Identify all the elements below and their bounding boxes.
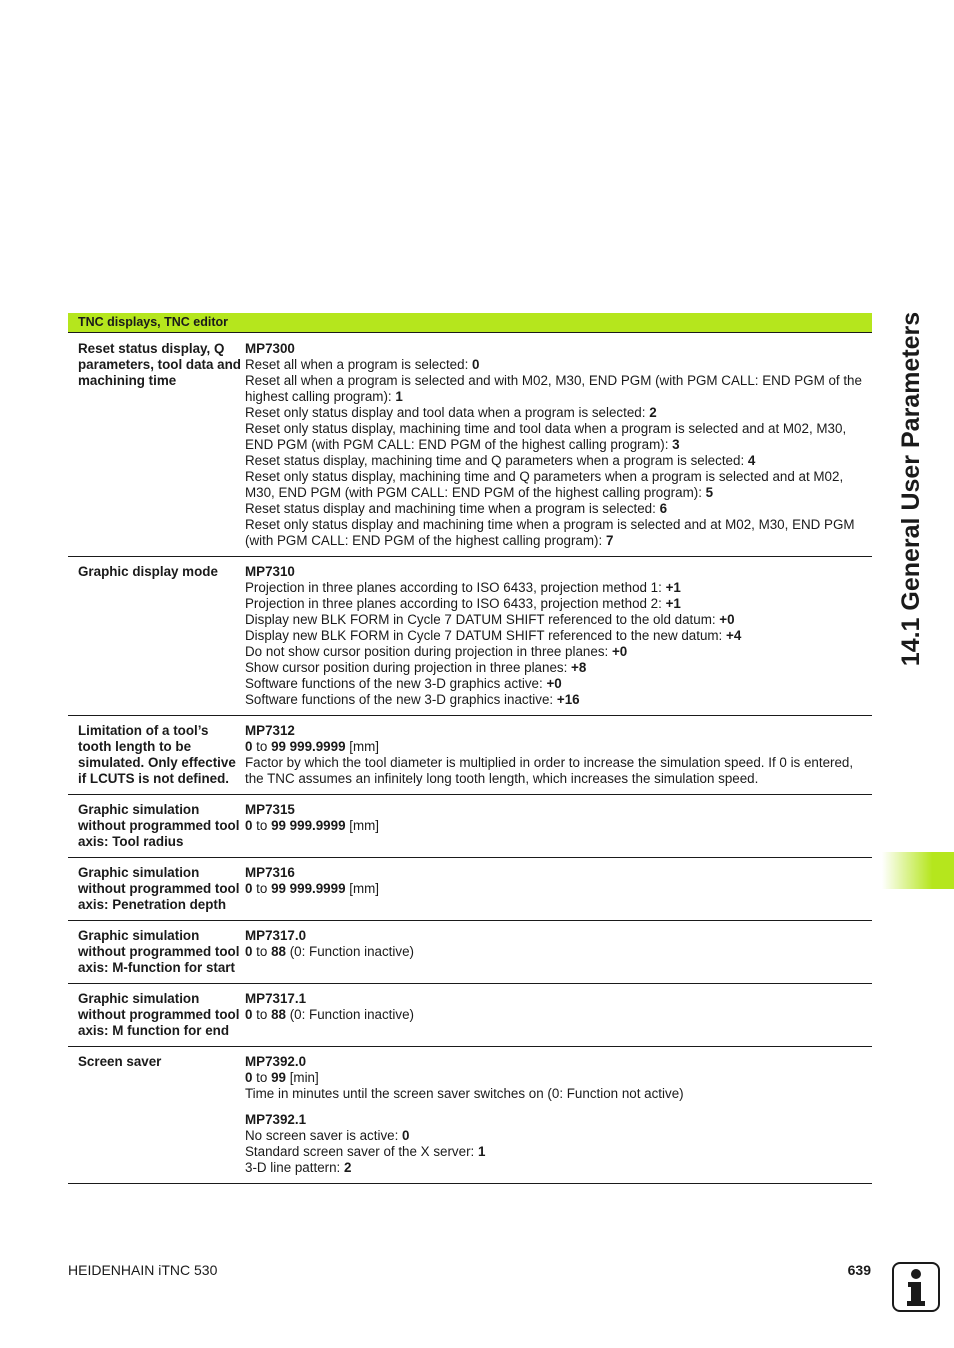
parameter-option xyxy=(245,580,864,596)
parameter-option xyxy=(245,1007,864,1023)
parameter-row xyxy=(68,858,872,921)
parameter-option xyxy=(245,692,864,708)
option-value: 5 xyxy=(705,485,714,500)
option-value: +4 xyxy=(726,628,742,643)
option-value: 0 xyxy=(402,1128,410,1143)
range-text: to xyxy=(252,1007,272,1022)
option-text: Display new BLK FORM in Cycle 7 DATUM SHIFT referenced to the new datum: xyxy=(245,628,726,643)
option-text: 3-D line pattern: xyxy=(245,1160,344,1175)
option-value: 6 xyxy=(659,501,668,516)
option-text: Factor by which the tool diameter is multiplied in order to increase the simulation speed. If 0 is entered, the TNC assumes an infinitely long tooth length, which increases the simulation speed. xyxy=(245,755,854,786)
parameter-option xyxy=(245,501,864,517)
option-value: +8 xyxy=(571,660,587,675)
option-value: 2 xyxy=(344,1160,352,1175)
parameter-option xyxy=(245,517,864,549)
range-text: [min] xyxy=(285,1070,319,1085)
footer-page-number: 639 xyxy=(847,1262,871,1278)
parameter-option xyxy=(245,881,864,897)
option-text: Projection in three planes according to ISO 6433, projection method 2: xyxy=(245,596,666,611)
parameter-option xyxy=(245,373,864,405)
option-text: Reset all when a program is selected and with M02, M30, END PGM (with PGM CALL: END PGM of the highest calling program): xyxy=(245,373,862,404)
block-gap xyxy=(245,1102,864,1112)
option-text: Projection in three planes according to ISO 6433, projection method 1: xyxy=(245,580,666,595)
option-text: Show cursor position during projection in three planes: xyxy=(245,660,572,675)
parameter-row xyxy=(68,921,872,984)
parameter-row xyxy=(68,716,872,795)
parameter-label: Graphic display mode xyxy=(78,564,218,579)
parameter-row xyxy=(68,1047,872,1184)
option-value: +1 xyxy=(665,596,681,611)
machine-parameter-id: MP7312 xyxy=(245,723,295,738)
option-text: Do not show cursor position during projection in three planes: xyxy=(245,644,612,659)
machine-parameter-id: MP7300 xyxy=(245,341,295,356)
option-value: 2 xyxy=(649,405,657,420)
option-text: Reset status display, machining time and Q parameters when a program is selected: xyxy=(245,453,748,468)
parameter-row xyxy=(68,557,872,716)
option-value: 3 xyxy=(672,437,680,452)
parameter-label: Limitation of a tool’s tooth length to be simulated. Only effective if LCUTS is not defined. xyxy=(78,723,236,786)
option-text: Reset status display and machining time when a program is selected: xyxy=(245,501,660,516)
machine-parameter-id: MP7315 xyxy=(245,802,295,817)
parameter-option xyxy=(245,1160,864,1176)
option-value: 4 xyxy=(747,453,756,468)
parameter-description xyxy=(245,865,872,913)
machine-parameter-id: MP7392.0 xyxy=(245,1054,307,1069)
footer-manual-title: HEIDENHAIN iTNC 530 xyxy=(68,1262,218,1278)
parameter-row xyxy=(68,334,872,557)
range-value: 0 xyxy=(245,1070,253,1085)
parameter-option xyxy=(245,1128,864,1144)
range-value: 0 xyxy=(245,1007,253,1022)
parameter-label: Graphic simulation without programmed tool axis: M function for end xyxy=(78,991,240,1038)
option-value: 1 xyxy=(395,389,403,404)
range-text: (0: Function inactive) xyxy=(285,944,414,959)
range-value: 0 xyxy=(245,881,253,896)
option-text: Reset only status display, machining time and Q parameters when a program is selected and at M02, M30, END PGM (with PGM CALL: END PGM of the highest calling program): xyxy=(245,469,844,500)
parameter-option xyxy=(245,1144,864,1160)
parameter-option xyxy=(245,1070,864,1086)
parameter-option xyxy=(245,644,864,660)
section-header: TNC displays, TNC editor xyxy=(68,313,872,333)
option-value: 1 xyxy=(477,1144,486,1159)
chapter-side-tab xyxy=(894,309,928,669)
range-value: 99 999.9999 xyxy=(271,739,346,754)
parameter-option xyxy=(245,469,864,501)
machine-parameter-id: MP7310 xyxy=(245,564,295,579)
option-value: +0 xyxy=(611,644,628,659)
option-value: +1 xyxy=(665,580,681,595)
option-text: Display new BLK FORM in Cycle 7 DATUM SHIFT referenced to the old datum: xyxy=(245,612,720,627)
range-value: 99 999.9999 xyxy=(271,881,346,896)
parameter-option xyxy=(245,357,864,373)
option-text: Time in minutes until the screen saver switches on (0: Function not active) xyxy=(245,1086,684,1101)
range-text: [mm] xyxy=(345,881,380,896)
parameter-option xyxy=(245,596,864,612)
machine-parameter-id: MP7392.1 xyxy=(245,1112,307,1127)
parameter-label: Reset status display, Q parameters, tool data and machining time xyxy=(78,341,241,388)
option-text: Standard screen saver of the X server: xyxy=(245,1144,478,1159)
parameter-description xyxy=(245,1054,872,1176)
parameter-option xyxy=(245,944,864,960)
range-text: to xyxy=(252,1070,272,1085)
parameter-row xyxy=(68,984,872,1047)
option-text: Software functions of the new 3-D graphics active: xyxy=(245,676,547,691)
option-value: +16 xyxy=(556,692,580,707)
range-value: 99 999.9999 xyxy=(271,818,346,833)
range-value: 88 xyxy=(271,1007,286,1022)
range-text: to xyxy=(252,881,272,896)
range-value: 0 xyxy=(245,818,253,833)
parameter-row xyxy=(68,795,872,858)
range-text: [mm] xyxy=(345,818,380,833)
machine-parameter-id: MP7316 xyxy=(245,865,295,880)
parameter-option xyxy=(245,739,864,755)
range-value: 0 xyxy=(245,739,253,754)
range-value: 99 xyxy=(271,1070,286,1085)
range-text: (0: Function inactive) xyxy=(285,1007,414,1022)
parameter-option xyxy=(245,421,864,453)
option-text: Reset only status display and tool data when a program is selected: xyxy=(245,405,650,420)
parameter-label: Graphic simulation without programmed tool axis: Penetration depth xyxy=(78,865,240,912)
machine-parameter-id: MP7317.1 xyxy=(245,991,307,1006)
range-text: to xyxy=(252,739,272,754)
chapter-marker-tab xyxy=(882,852,954,889)
parameter-description xyxy=(245,341,872,549)
parameter-label: Graphic simulation without programmed tool axis: M-function for start xyxy=(78,928,240,975)
parameter-option xyxy=(245,628,864,644)
parameter-option xyxy=(245,676,864,692)
info-icon xyxy=(892,1262,940,1312)
parameter-table xyxy=(68,334,872,1184)
parameter-option xyxy=(245,660,864,676)
option-value: +0 xyxy=(719,612,735,627)
range-value: 0 xyxy=(245,944,253,959)
parameter-option xyxy=(245,755,864,787)
option-text: Software functions of the new 3-D graphics inactive: xyxy=(245,692,557,707)
parameter-description xyxy=(245,928,872,976)
parameter-option xyxy=(245,818,864,834)
parameter-option xyxy=(245,1086,864,1102)
parameter-description xyxy=(245,991,872,1039)
parameter-description xyxy=(245,802,872,850)
parameter-label: Screen saver xyxy=(78,1054,162,1069)
chapter-title: 14.1 General User Parameters xyxy=(897,311,925,667)
range-value: 88 xyxy=(271,944,286,959)
range-text: to xyxy=(252,944,272,959)
machine-parameter-id: MP7317.0 xyxy=(245,928,307,943)
parameter-label: Graphic simulation without programmed tool axis: Tool radius xyxy=(78,802,240,849)
parameter-option xyxy=(245,453,864,469)
option-value: 7 xyxy=(605,533,614,548)
option-value: 0 xyxy=(472,357,480,372)
range-text: [mm] xyxy=(345,739,380,754)
option-text: Reset all when a program is selected: xyxy=(245,357,473,372)
parameter-description xyxy=(245,564,872,708)
option-value: +0 xyxy=(546,676,562,691)
option-text: Reset only status display and machining time when a program is selected and at M02, M30, END PGM (with PGM CALL: END PGM of the highest calling program): xyxy=(245,517,855,548)
parameter-option xyxy=(245,405,864,421)
range-text: to xyxy=(252,818,272,833)
option-text: No screen saver is active: xyxy=(245,1128,403,1143)
parameter-option xyxy=(245,612,864,628)
option-text: Reset only status display, machining time and tool data when a program is selected and at M02, M30, END PGM (with PGM CALL: END PGM of the highest calling program): xyxy=(245,421,847,452)
parameter-description xyxy=(245,723,872,787)
